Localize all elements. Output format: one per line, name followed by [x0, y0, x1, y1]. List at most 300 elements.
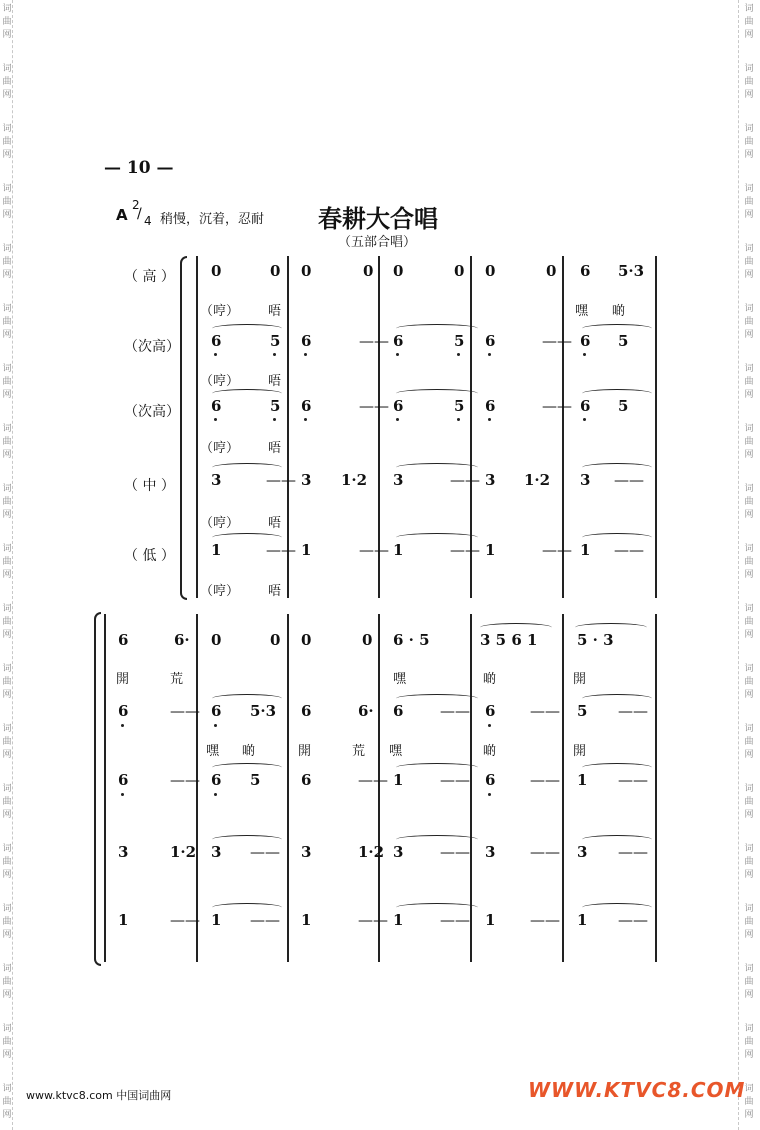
watermark-char: 词 — [2, 184, 12, 194]
sustain-dash: —— — [440, 702, 470, 720]
lyric: 嘿 — [575, 304, 589, 319]
slur-arc — [396, 694, 478, 703]
watermark-char: 网 — [2, 30, 12, 40]
watermark-char: 曲 — [744, 317, 754, 327]
octave-dot — [273, 353, 276, 356]
watermark-char: 词 — [744, 724, 754, 734]
slur-arc — [212, 835, 282, 844]
note: 1·2 — [358, 843, 385, 861]
lyric: 啲 — [483, 744, 497, 759]
octave-dot — [396, 353, 399, 356]
watermark-char: 词 — [744, 484, 754, 494]
watermark-char: 网 — [744, 330, 754, 340]
voice-label: （ 中 ） — [124, 478, 175, 494]
lyric: 嘿 — [393, 672, 407, 687]
sustain-dash: —— — [170, 702, 200, 720]
time-signature-denominator: 4 — [144, 214, 152, 228]
note: 1 — [211, 541, 222, 559]
sustain-dash: —— — [358, 771, 388, 789]
watermark-char: 词 — [744, 844, 754, 854]
slur-arc — [212, 533, 282, 542]
slur-arc — [396, 763, 478, 772]
slur-arc — [212, 389, 282, 398]
voice-label: （次高） — [124, 404, 180, 420]
note: 0 — [270, 631, 281, 649]
note: 5 — [270, 397, 281, 415]
watermark-char: 网 — [744, 750, 754, 760]
sustain-dash: —— — [170, 911, 200, 929]
slur-arc — [582, 763, 652, 772]
watermark-char: 网 — [2, 690, 12, 700]
watermark-char: 网 — [2, 330, 12, 340]
watermark-char: 网 — [744, 630, 754, 640]
watermark-char: 曲 — [2, 377, 12, 387]
lyric: 荒 — [352, 744, 366, 759]
sustain-dash: —— — [250, 843, 280, 861]
note: 1 — [393, 911, 404, 929]
left-edge-line — [12, 0, 14, 1130]
note: 5 · 3 — [577, 631, 614, 649]
note: 3 — [580, 471, 591, 489]
octave-dot — [583, 353, 586, 356]
sustain-dash: —— — [440, 911, 470, 929]
slur-arc — [396, 903, 478, 912]
note: 1 — [301, 541, 312, 559]
note: 6 — [485, 771, 496, 789]
octave-dot — [214, 724, 217, 727]
slur-arc — [212, 463, 282, 472]
watermark-char: 曲 — [2, 797, 12, 807]
lyric: （哼） — [200, 304, 240, 319]
watermark-char: 网 — [744, 1050, 754, 1060]
watermark-char: 词 — [744, 64, 754, 74]
octave-dot — [121, 793, 124, 796]
lyric: （哼） — [200, 584, 240, 599]
watermark-char: 网 — [744, 450, 754, 460]
sustain-dash: —— — [530, 771, 560, 789]
watermark-char: 网 — [744, 570, 754, 580]
slur-arc — [212, 763, 282, 772]
sustain-dash: —— — [618, 702, 648, 720]
lyric: （哼） — [200, 374, 240, 389]
sustain-dash: —— — [359, 332, 389, 350]
watermark-char: 词 — [2, 304, 12, 314]
note: 1 — [485, 541, 496, 559]
watermark-char: 曲 — [744, 977, 754, 987]
note: 5 — [270, 332, 281, 350]
watermark-char: 曲 — [744, 1037, 754, 1047]
slur-arc — [582, 835, 652, 844]
watermark-char: 网 — [744, 1110, 754, 1120]
watermark-char: 曲 — [2, 557, 12, 567]
note: 5 — [577, 702, 588, 720]
sustain-dash: —— — [618, 771, 648, 789]
system-2-barline — [562, 614, 564, 962]
sustain-dash: —— — [530, 843, 560, 861]
note: 3 — [393, 843, 404, 861]
watermark-char: 曲 — [744, 677, 754, 687]
lyric: 嘿 — [206, 744, 220, 759]
sustain-dash: —— — [359, 397, 389, 415]
watermark-char: 网 — [2, 930, 12, 940]
footer-logo: WWW.KTVC8.COM — [528, 1078, 746, 1102]
slur-arc — [212, 903, 282, 912]
note: 6 — [393, 397, 404, 415]
watermark-char: 网 — [2, 150, 12, 160]
note: 3 — [485, 471, 496, 489]
octave-dot — [488, 418, 491, 421]
watermark-char: 曲 — [2, 437, 12, 447]
watermark-char: 词 — [744, 124, 754, 134]
note: 6 · 5 — [393, 631, 430, 649]
watermark-char: 词 — [744, 364, 754, 374]
watermark-char: 网 — [744, 30, 754, 40]
section-letter: A — [116, 206, 128, 224]
watermark-char: 词 — [744, 784, 754, 794]
watermark-char: 曲 — [744, 197, 754, 207]
lyric: 開 — [116, 672, 130, 687]
sustain-dash: —— — [614, 471, 644, 489]
watermark-char: 词 — [2, 484, 12, 494]
system-2-barline — [655, 614, 657, 962]
note: 1 — [393, 541, 404, 559]
voice-label: （ 高 ） — [124, 269, 175, 285]
slur-arc — [575, 623, 647, 632]
watermark-char: 词 — [2, 784, 12, 794]
watermark-char: 词 — [744, 664, 754, 674]
watermark-char: 曲 — [2, 17, 12, 27]
sustain-dash: —— — [542, 397, 572, 415]
note: 6 — [118, 771, 129, 789]
note: 6 — [580, 262, 591, 280]
note: 1 — [485, 911, 496, 929]
watermark-char: 曲 — [2, 257, 12, 267]
watermark-char: 曲 — [744, 497, 754, 507]
watermark-char: 词 — [744, 904, 754, 914]
watermark-char: 曲 — [744, 737, 754, 747]
watermark-char: 曲 — [2, 737, 12, 747]
note: 5 — [618, 332, 629, 350]
note: 3 — [485, 843, 496, 861]
watermark-char: 网 — [2, 750, 12, 760]
lyric: 荒 — [170, 672, 184, 687]
watermark-char: 网 — [2, 810, 12, 820]
time-signature-slash: / — [137, 206, 142, 222]
note: 1 — [118, 911, 129, 929]
watermark-char: 曲 — [744, 377, 754, 387]
watermark-char: 曲 — [2, 677, 12, 687]
watermark-char: 曲 — [2, 1037, 12, 1047]
watermark-char: 词 — [2, 724, 12, 734]
page-number: — 10 — — [104, 158, 174, 178]
watermark-char: 曲 — [744, 857, 754, 867]
system-1-barline — [655, 256, 657, 598]
system-1-brace — [180, 256, 187, 600]
lyric: （哼） — [200, 516, 240, 531]
note: 6 — [485, 702, 496, 720]
slur-arc — [582, 533, 652, 542]
note: 3 — [118, 843, 129, 861]
note: 6 — [211, 702, 222, 720]
slur-arc — [396, 463, 478, 472]
watermark-char: 词 — [744, 184, 754, 194]
watermark-char: 曲 — [744, 137, 754, 147]
watermark-char: 词 — [744, 244, 754, 254]
sustain-dash: —— — [530, 911, 560, 929]
watermark-char: 曲 — [2, 197, 12, 207]
watermark-char: 词 — [744, 604, 754, 614]
sustain-dash: —— — [542, 541, 572, 559]
watermark-char: 词 — [2, 1084, 12, 1094]
note: 6 — [118, 702, 129, 720]
watermark-char: 词 — [744, 1084, 754, 1094]
note: 5 — [250, 771, 261, 789]
watermark-char: 词 — [744, 4, 754, 14]
lyric: 開 — [298, 744, 312, 759]
note: 6 — [301, 397, 312, 415]
watermark-char: 词 — [744, 304, 754, 314]
note: 6 — [211, 771, 222, 789]
note: 6 — [393, 702, 404, 720]
octave-dot — [214, 353, 217, 356]
note: 6 — [118, 631, 129, 649]
sustain-dash: —— — [614, 541, 644, 559]
lyric: 唔 — [268, 374, 282, 389]
watermark-char: 曲 — [2, 977, 12, 987]
sustain-dash: —— — [530, 702, 560, 720]
slur-arc — [582, 694, 652, 703]
watermark-char: 曲 — [744, 797, 754, 807]
note: 3 — [577, 843, 588, 861]
footer-site-text: www.ktvc8.com 中国词曲网 — [26, 1089, 172, 1102]
watermark-char: 词 — [2, 844, 12, 854]
watermark-char: 网 — [2, 510, 12, 520]
watermark-char: 词 — [2, 964, 12, 974]
watermark-char: 网 — [2, 270, 12, 280]
note: 3 — [301, 471, 312, 489]
watermark-char: 网 — [744, 690, 754, 700]
watermark-char: 网 — [744, 150, 754, 160]
lyric: 啲 — [242, 744, 256, 759]
song-title: 春耕大合唱 — [318, 205, 438, 233]
watermark-char: 网 — [2, 450, 12, 460]
slur-arc — [212, 694, 282, 703]
watermark-char: 词 — [2, 364, 12, 374]
watermark-char: 词 — [2, 1024, 12, 1034]
watermark-char: 词 — [2, 664, 12, 674]
sustain-dash: —— — [358, 911, 388, 929]
time-signature-numerator: 2 — [132, 198, 140, 212]
watermark-char: 网 — [2, 390, 12, 400]
note: 6 — [301, 771, 312, 789]
watermark-char: 曲 — [744, 1097, 754, 1107]
note: 6· — [174, 631, 190, 649]
lyric: 唔 — [268, 304, 282, 319]
note: 6 — [211, 397, 222, 415]
watermark-char: 网 — [2, 990, 12, 1000]
note: 6 — [211, 332, 222, 350]
watermark-char: 曲 — [2, 317, 12, 327]
watermark-char: 曲 — [744, 917, 754, 927]
lyric: 唔 — [268, 441, 282, 456]
watermark-char: 网 — [2, 630, 12, 640]
note: 3 — [301, 843, 312, 861]
watermark-char: 曲 — [744, 77, 754, 87]
watermark-char: 词 — [2, 244, 12, 254]
system-2-barline — [287, 614, 289, 962]
octave-dot — [121, 724, 124, 727]
tempo-marking: 稍慢，沉着，忍耐 — [160, 212, 265, 227]
sustain-dash: —— — [450, 541, 480, 559]
sustain-dash: —— — [266, 471, 296, 489]
watermark-char: 曲 — [2, 137, 12, 147]
slur-arc — [582, 903, 652, 912]
lyric: 嘿 — [389, 744, 403, 759]
sustain-dash: —— — [440, 771, 470, 789]
watermark-char: 词 — [2, 904, 12, 914]
note: 3 5 6 1 — [480, 631, 538, 649]
watermark-char: 网 — [2, 570, 12, 580]
watermark-char: 词 — [744, 964, 754, 974]
note: 1 — [301, 911, 312, 929]
note: 0 — [362, 631, 373, 649]
watermark-char: 网 — [744, 210, 754, 220]
sustain-dash: —— — [250, 911, 280, 929]
note: 6 — [301, 332, 312, 350]
watermark-char: 网 — [2, 90, 12, 100]
watermark-char: 曲 — [2, 917, 12, 927]
octave-dot — [396, 418, 399, 421]
watermark-char: 词 — [744, 544, 754, 554]
octave-dot — [457, 353, 460, 356]
note: 5 — [618, 397, 629, 415]
watermark-char: 词 — [2, 424, 12, 434]
note: 1 — [577, 771, 588, 789]
system-2-brace — [94, 612, 101, 966]
note: 0 — [363, 262, 374, 280]
slur-arc — [396, 324, 478, 333]
note: 0 — [454, 262, 465, 280]
watermark-char: 曲 — [2, 617, 12, 627]
slur-arc — [582, 463, 652, 472]
note: 5 — [454, 332, 465, 350]
note: 6 — [580, 332, 591, 350]
note: 6 — [485, 397, 496, 415]
note: 3 — [211, 471, 222, 489]
lyric: 開 — [573, 672, 587, 687]
octave-dot — [488, 793, 491, 796]
note: 0 — [546, 262, 557, 280]
watermark-char: 网 — [744, 810, 754, 820]
watermark-char: 词 — [744, 1024, 754, 1034]
watermark-char: 曲 — [744, 17, 754, 27]
octave-dot — [488, 724, 491, 727]
watermark-char: 网 — [744, 510, 754, 520]
sustain-dash: —— — [440, 843, 470, 861]
watermark-char: 词 — [2, 124, 12, 134]
system-1-barline — [196, 256, 198, 598]
sustain-dash: —— — [266, 541, 296, 559]
note: 0 — [485, 262, 496, 280]
sustain-dash: —— — [450, 471, 480, 489]
sustain-dash: —— — [618, 843, 648, 861]
right-edge-line — [738, 0, 740, 1130]
watermark-char: 网 — [2, 1110, 12, 1120]
watermark-char: 网 — [744, 90, 754, 100]
watermark-char: 曲 — [2, 857, 12, 867]
octave-dot — [304, 353, 307, 356]
slur-arc — [396, 533, 478, 542]
note: 1·2 — [341, 471, 368, 489]
watermark-char: 网 — [2, 210, 12, 220]
note: 0 — [301, 631, 312, 649]
slur-arc — [396, 389, 478, 398]
sustain-dash: —— — [618, 911, 648, 929]
octave-dot — [214, 418, 217, 421]
watermark-char: 曲 — [2, 497, 12, 507]
note: 0 — [270, 262, 281, 280]
watermark-char: 网 — [2, 870, 12, 880]
watermark-char: 曲 — [2, 1097, 12, 1107]
watermark-char: 曲 — [744, 437, 754, 447]
note: 1·2 — [170, 843, 197, 861]
note: 5·3 — [250, 702, 277, 720]
note: 1 — [211, 911, 222, 929]
slur-arc — [582, 324, 652, 333]
octave-dot — [457, 418, 460, 421]
sustain-dash: —— — [170, 771, 200, 789]
note: 5 — [454, 397, 465, 415]
lyric: 啲 — [612, 304, 626, 319]
voice-label: （ 低 ） — [124, 548, 175, 564]
note: 5·3 — [618, 262, 645, 280]
note: 3 — [211, 843, 222, 861]
watermark-char: 曲 — [2, 77, 12, 87]
octave-dot — [304, 418, 307, 421]
lyric: 開 — [573, 744, 587, 759]
song-subtitle: （五部合唱） — [338, 235, 417, 250]
octave-dot — [214, 793, 217, 796]
lyric: 唔 — [268, 584, 282, 599]
slur-arc — [582, 389, 652, 398]
note: 0 — [211, 631, 222, 649]
note: 1 — [393, 771, 404, 789]
watermark-char: 网 — [744, 930, 754, 940]
watermark-char: 曲 — [744, 617, 754, 627]
watermark-char: 网 — [744, 390, 754, 400]
voice-label: （次高） — [124, 339, 180, 355]
lyric: 啲 — [483, 672, 497, 687]
system-2-barline — [104, 614, 106, 962]
slur-arc — [396, 835, 478, 844]
slur-arc — [212, 324, 282, 333]
watermark-char: 词 — [744, 424, 754, 434]
note: 6· — [358, 702, 374, 720]
note: 0 — [301, 262, 312, 280]
lyric: 唔 — [268, 516, 282, 531]
note: 0 — [211, 262, 222, 280]
watermark-char: 网 — [744, 990, 754, 1000]
watermark-char: 词 — [2, 604, 12, 614]
sustain-dash: —— — [359, 541, 389, 559]
sustain-dash: —— — [542, 332, 572, 350]
watermark-char: 曲 — [744, 257, 754, 267]
watermark-char: 网 — [744, 270, 754, 280]
watermark-char: 网 — [744, 870, 754, 880]
octave-dot — [583, 418, 586, 421]
octave-dot — [273, 418, 276, 421]
watermark-char: 词 — [2, 4, 12, 14]
